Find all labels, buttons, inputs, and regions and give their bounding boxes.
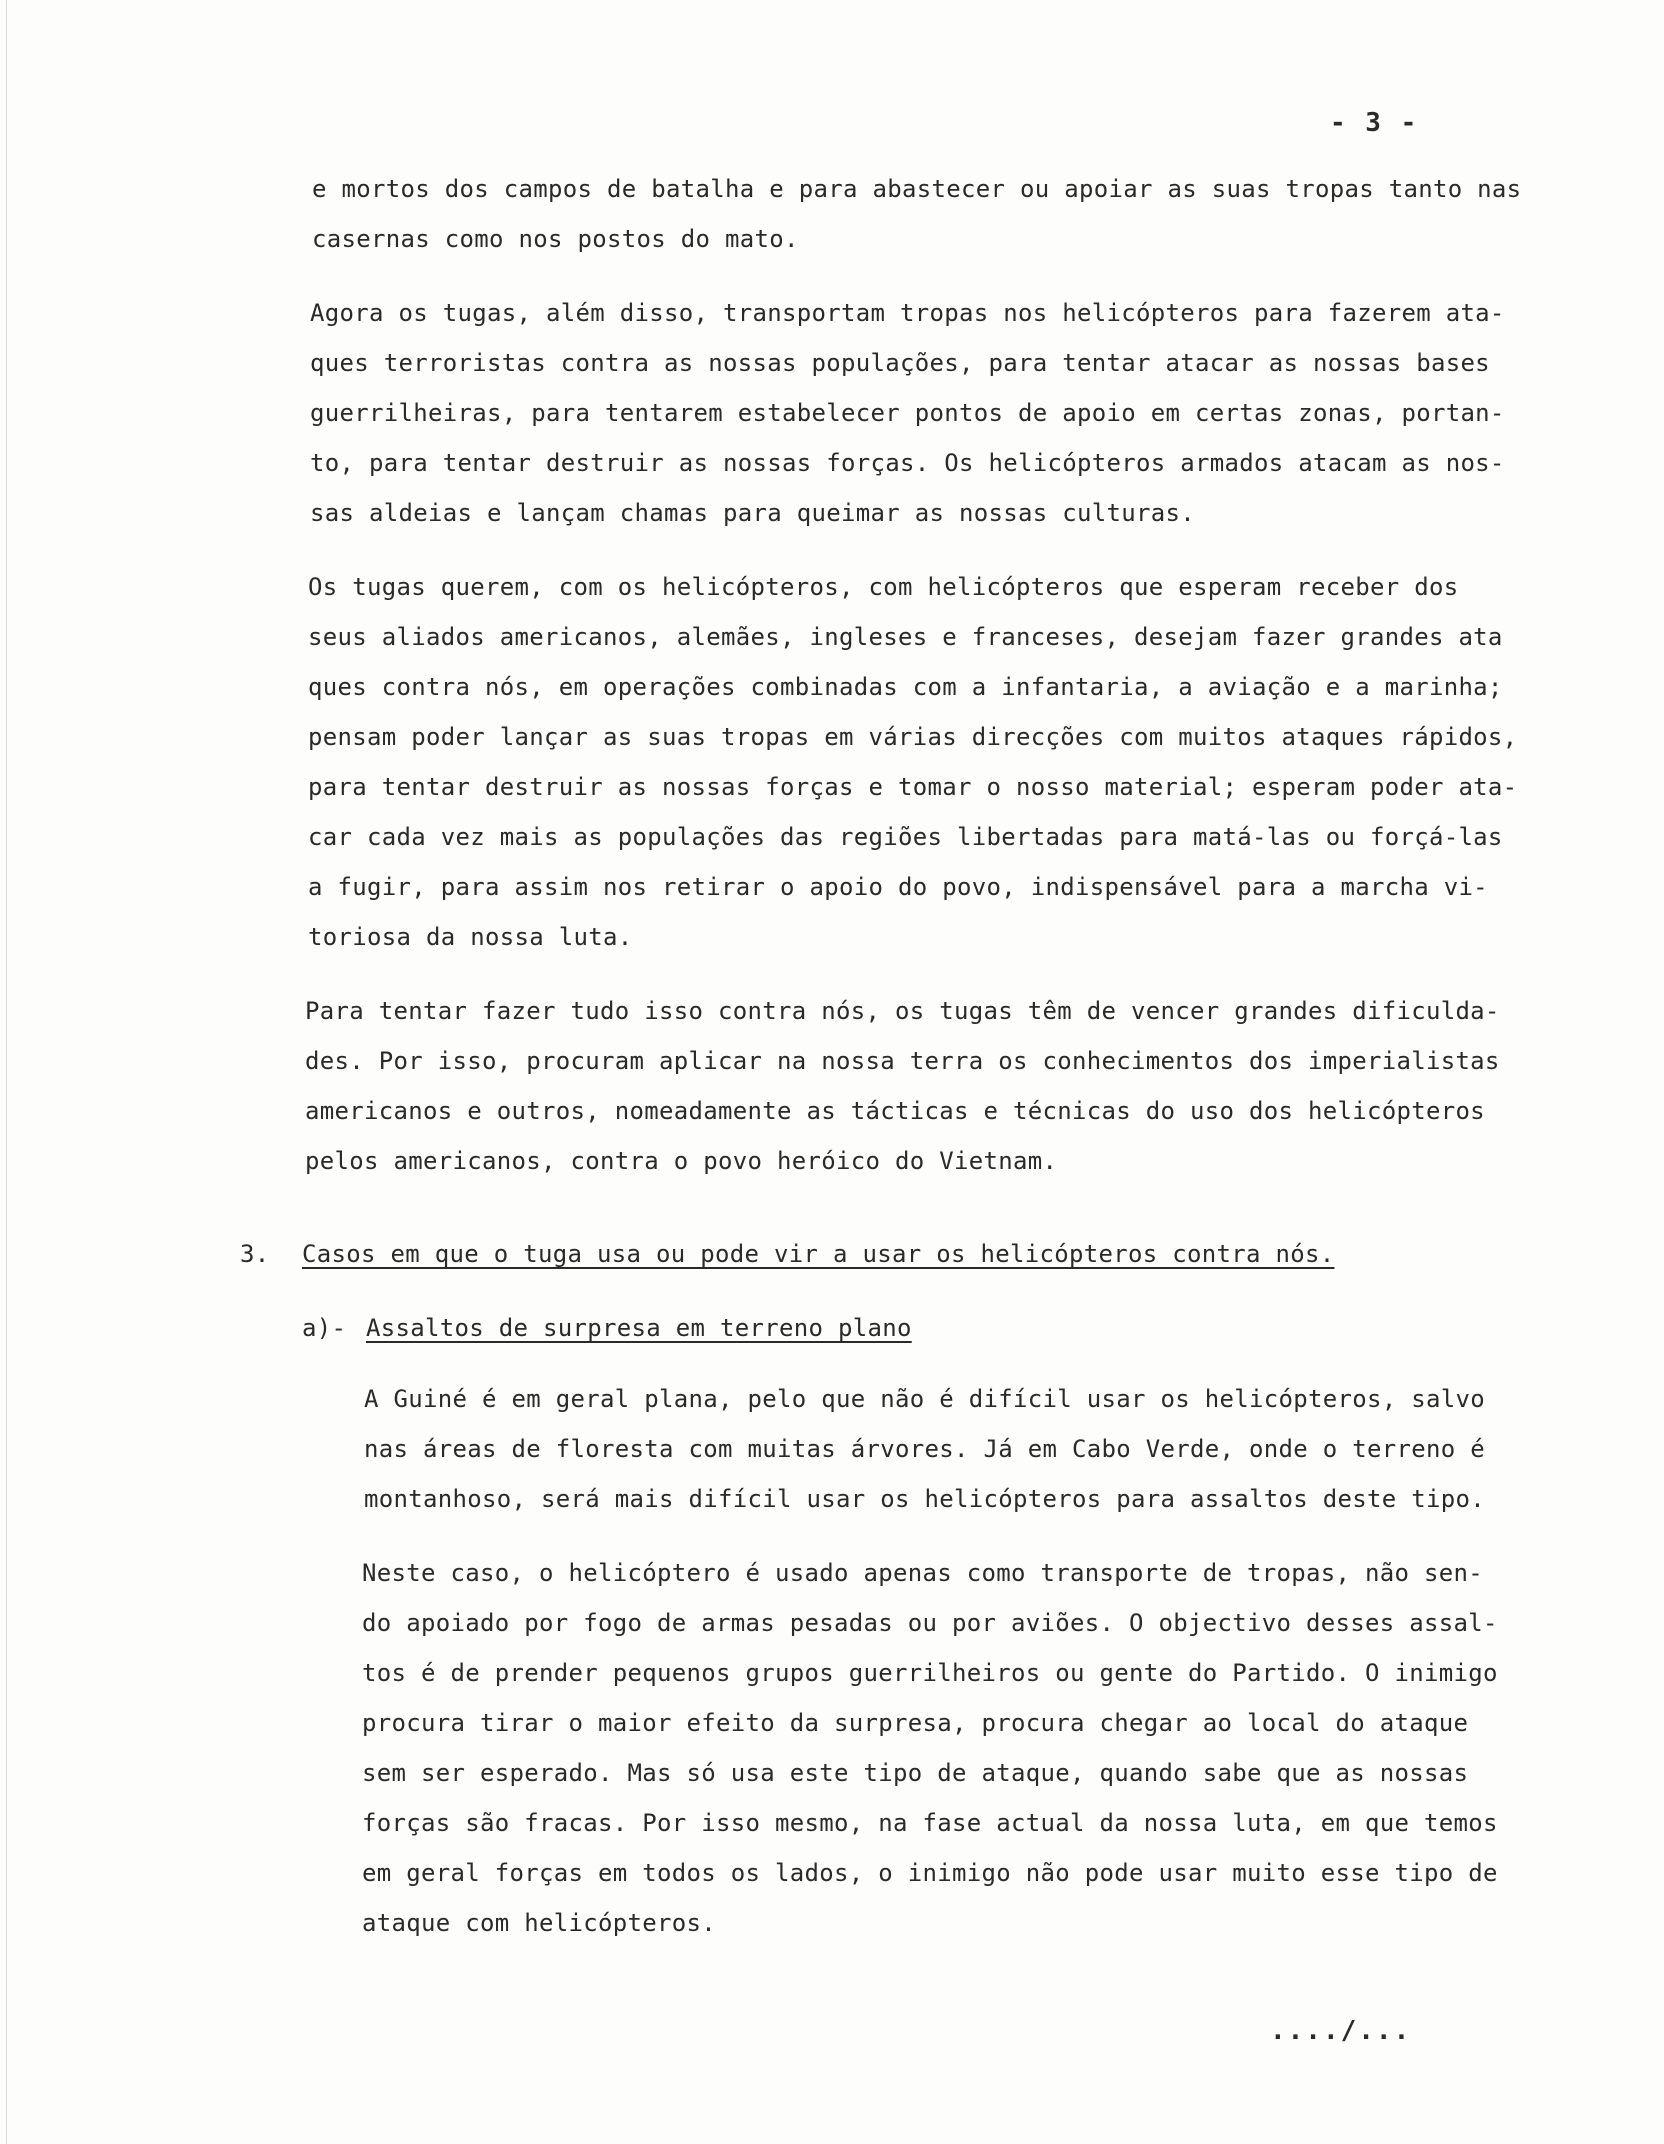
section-title: Casos em que o tuga usa ou pode vir a usar os helicópteros contra nós. xyxy=(302,1240,1335,1268)
text-line: A Guiné é em geral plana, pelo que não é difícil usar os helicópteros, salvo xyxy=(364,1385,1485,1413)
text-line: Os tugas querem, com os helicópteros, com helicópteros que esperam receber dos xyxy=(308,573,1459,601)
text-line: pelos americanos, contra o povo heróico do Vietnam. xyxy=(305,1147,1058,1175)
text-line: casernas como nos postos do mato. xyxy=(312,225,799,253)
paragraph-3 xyxy=(308,562,1517,962)
text-line: Agora os tugas, além disso, transportam tropas nos helicópteros para fazerem ata- xyxy=(310,299,1505,327)
subsection-heading xyxy=(302,1314,1102,1354)
text-line: ataque com helicópteros. xyxy=(362,1909,716,1937)
text-line: guerrilheiras, para tentarem estabelecer pontos de apoio em certas zonas, portan- xyxy=(310,399,1505,427)
text-line: do apoiado por fogo de armas pesadas ou por aviões. O objectivo desses assal- xyxy=(362,1609,1498,1637)
text-line: sas aldeias e lançam chamas para queimar as nossas culturas. xyxy=(310,499,1195,527)
text-line: ques terroristas contra as nossas populações, para tentar atacar as nossas bases xyxy=(310,349,1490,377)
text-line: des. Por isso, procuram aplicar na nossa terra os conhecimentos dos imperialistas xyxy=(305,1047,1500,1075)
paragraph-4 xyxy=(305,986,1500,1186)
text-line: forças são fracas. Por isso mesmo, na fase actual da nossa luta, em que temos xyxy=(362,1809,1498,1837)
text-line: procura tirar o maior efeito da surpresa, procura chegar ao local do ataque xyxy=(362,1709,1469,1737)
text-line: Para tentar fazer tudo isso contra nós, os tugas têm de vencer grandes dificulda- xyxy=(305,997,1500,1025)
text-line: Neste caso, o helicóptero é usado apenas como transporte de tropas, não sen- xyxy=(362,1559,1483,1587)
text-line: tos é de prender pequenos grupos guerrilheiros ou gente do Partido. O inimigo xyxy=(362,1659,1498,1687)
text-line: sem ser esperado. Mas só usa este tipo de ataque, quando sabe que as nossas xyxy=(362,1759,1469,1787)
text-line: to, para tentar destruir as nossas forças. Os helicópteros armados atacam as nos- xyxy=(310,449,1505,477)
text-line: car cada vez mais as populações das regiões libertadas para matá-las ou forçá-las xyxy=(308,823,1503,851)
text-line: a fugir, para assim nos retirar o apoio do povo, indispensável para a marcha vi- xyxy=(308,873,1488,901)
text-line: em geral forças em todos os lados, o inimigo não pode usar muito esse tipo de xyxy=(362,1859,1498,1887)
text-line: americanos e outros, nomeadamente as tácticas e técnicas do uso dos helicópteros xyxy=(305,1097,1485,1125)
text-line: e mortos dos campos de batalha e para abastecer ou apoiar as suas tropas tanto nas xyxy=(312,175,1522,203)
text-line: pensam poder lançar as suas tropas em várias direcções com muitos ataques rápidos, xyxy=(308,723,1518,751)
text-line: para tentar destruir as nossas forças e tomar o nosso material; esperam poder ata- xyxy=(308,773,1518,801)
paragraph-5 xyxy=(364,1374,1485,1524)
subsection-title: Assaltos de surpresa em terreno plano xyxy=(366,1314,912,1342)
page-number: - 3 - xyxy=(1330,108,1419,138)
section-number: 3. xyxy=(240,1240,270,1268)
page-edge xyxy=(6,0,7,2144)
paragraph-1 xyxy=(312,164,1521,264)
section-heading xyxy=(240,1240,1440,1280)
paragraph-2 xyxy=(310,288,1505,538)
text-line: seus aliados americanos, alemães, ingleses e franceses, desejam fazer grandes ata xyxy=(308,623,1503,651)
text-line: toriosa da nossa luta. xyxy=(308,923,633,951)
text-line: montanhoso, será mais difícil usar os helicópteros para assaltos deste tipo. xyxy=(364,1485,1485,1513)
paragraph-6 xyxy=(362,1548,1498,1948)
text-line: nas áreas de floresta com muitas árvores. Já em Cabo Verde, onde o terreno é xyxy=(364,1435,1485,1463)
subsection-label: a)- xyxy=(302,1314,347,1342)
text-line: ques contra nós, em operações combinadas com a infantaria, a aviação e a marinha; xyxy=(308,673,1503,701)
continuation-mark: ..../... xyxy=(1270,2016,1412,2046)
